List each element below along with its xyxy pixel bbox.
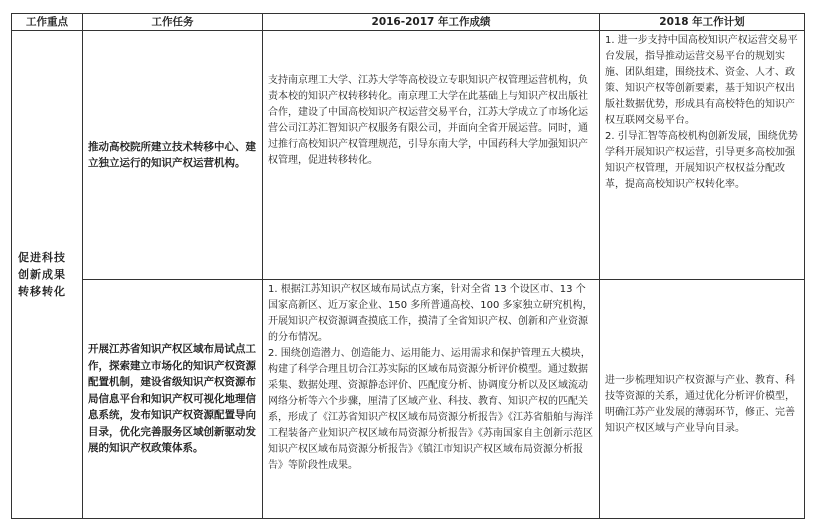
focus-cell: 促进科技创新成果转移转化 xyxy=(12,31,83,519)
plan-cell: 1. 进一步支持中国高校知识产权运营交易平台发展，指导推动运营交易平台的规划实施、团队组建，围绕技术、资金、人才、政策、知识产权等创新要素，基于知识产权出版社数据优势，形成具有高校特色的知识产权互联网交易平台。 2. 引导汇智等高校机构创新发展，围绕优势学科开展知识产权运营，引导更多高校加强知识产权管理，开展知识产权权益分配改革，提高高校知识产权转化率。 xyxy=(600,31,805,280)
task-cell: 开展江苏省知识产权区域布局试点工作，探索建立市场化的知识产权资源配置机制，建设省级知识产权资源布局信息平台和知识产权可视化地理信息系统，发布知识产权资源配置导向目录，优化完善服务区域创新驱动发展的知识产权政策体系。 xyxy=(83,280,263,519)
plan-cell: 进一步梳理知识产权资源与产业、教育、科技等资源的关系，通过优化分析评价模型，明确江苏产业发展的薄弱环节，修正、完善知识产权区域与产业导向目录。 xyxy=(600,280,805,519)
table-row xyxy=(12,280,805,519)
achievement-cell: 支持南京理工大学、江苏大学等高校设立专职知识产权管理运营机构，负责本校的知识产权转移转化。南京理工大学在此基础上与知识产权出版社合作，建设了中国高校知识产权运营交易平台，江苏大学成立了市场化运营公司江苏汇智知识产权服务有限公司，并面向全省开展运营。同时，通过推行高校知识产权管理规范，引导东南大学，中国药科大学加强知识产权管理，促进转移转化。 xyxy=(263,31,600,280)
header-plan: 2018 年工作计划 xyxy=(600,14,805,31)
header-achievement: 2016-2017 年工作成绩 xyxy=(263,14,600,31)
header-row xyxy=(12,14,805,31)
table-row xyxy=(12,31,805,280)
header-focus: 工作重点 xyxy=(12,14,83,31)
work-plan-table xyxy=(11,13,805,519)
achievement-cell: 1. 根据江苏知识产权区域布局试点方案，针对全省 13 个设区市、13 个国家高新区、近万家企业、150 多所普通高校、100 多家独立研究机构，开展知识产权资源调查摸底工作，摸清了全省知识产权、创新和产业资源的分布情况。 2. 围绕创造潜力、创造能力、运用能力、运用需求和保护管理五大模块，构建了科学合理且切合江苏实际的区域布局资源分析评价模型。通过数据采集、数据处理、资源静态评价、匹配度分析、协调度分析以及区域流动网络分析等六个步骤，厘清了区域产业、科技、教育、知识产权的匹配关系，形成了《江苏省知识产权区域布局资源分析报告》《江苏省船舶与海洋工程装备产业知识产权区域布局资源分析报告》《苏南国家自主创新示范区知识产权区域布局资源分析报告》《镇江市知识产权区域布局资源分析报告》等阶段性成果。 xyxy=(263,280,600,519)
header-task: 工作任务 xyxy=(83,14,263,31)
task-cell: 推动高校院所建立技术转移中心、建立独立运行的知识产权运营机构。 xyxy=(83,31,263,280)
